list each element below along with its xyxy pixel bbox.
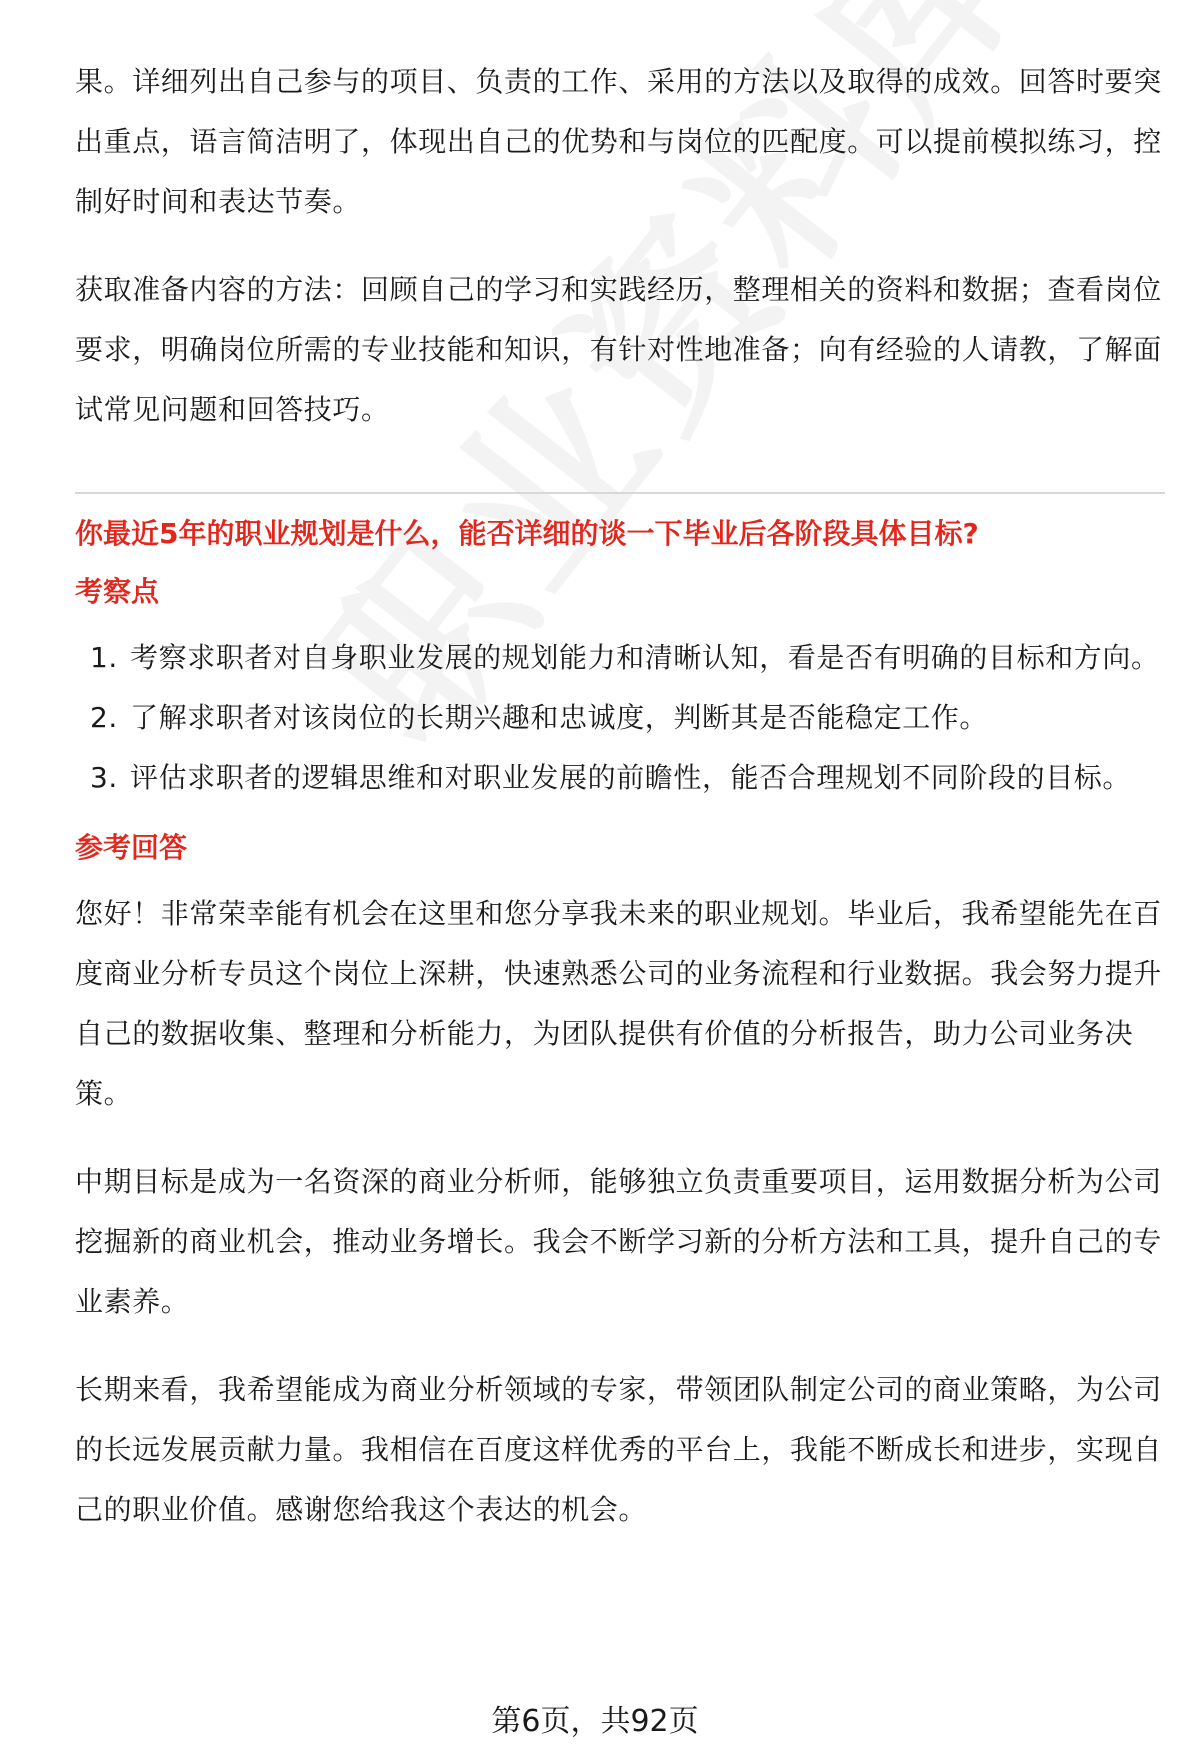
list-item-text: 评估求职者的逻辑思维和对职业发展的前瞻性，能否合理规划不同阶段的目标。 — [130, 761, 1132, 794]
question-title: 你最近5年的职业规划是什么，能否详细的谈一下毕业后各阶段具体目标? — [75, 517, 979, 550]
list-item — [75, 748, 1165, 808]
answer-paragraph-2: 中期目标是成为一名资深的商业分析师，能够独立负责重要项目，运用数据分析为公司挖掘新的商业机会，推动业务增长。我会不断学习新的分析方法和工具，提升自己的专业素养。 — [75, 1165, 1162, 1318]
list-item-number: 1. — [90, 641, 118, 674]
page-content — [75, 52, 1165, 1540]
list-item — [75, 688, 1165, 748]
page-number: 第6页，共92页 — [491, 1704, 699, 1739]
list-item-text: 考察求职者对自身职业发展的规划能力和清晰认知，看是否有明确的目标和方向。 — [130, 641, 1160, 674]
answer-paragraph-1: 您好！非常荣幸能有机会在这里和您分享我未来的职业规划。毕业后，我希望能先在百度商业分析专员这个岗位上深耕，快速熟悉公司的业务流程和行业数据。我会努力提升自己的数据收集、整理和分析能力，为团队提供有价值的分析报告，助力公司业务决策。 — [75, 897, 1162, 1110]
list-item — [75, 628, 1165, 688]
focus-points-list — [75, 628, 1165, 808]
list-item-number: 3. — [90, 761, 118, 794]
intro-paragraph-1: 果。详细列出自己参与的项目、负责的工作、采用的方法以及取得的成效。回答时要突出重点，语言简洁明了，体现出自己的优势和与岗位的匹配度。可以提前模拟练习，控制好时间和表达节奏。 — [75, 65, 1162, 218]
list-item-number: 2. — [90, 701, 118, 734]
list-item-text: 了解求职者对该岗位的长期兴趣和忠诚度，判断其是否能稳定工作。 — [130, 701, 989, 734]
answer-label: 参考回答 — [75, 831, 188, 864]
focus-label: 考察点 — [75, 575, 160, 608]
intro-paragraph-2: 获取准备内容的方法：回顾自己的学习和实践经历，整理相关的资料和数据；查看岗位要求，明确岗位所需的专业技能和知识，有针对性地准备；向有经验的人请教，了解面试常见问题和回答技巧。 — [75, 273, 1162, 426]
section-divider — [75, 492, 1165, 494]
answer-paragraph-3: 长期来看，我希望能成为商业分析领域的专家，带领团队制定公司的商业策略，为公司的长远发展贡献力量。我相信在百度这样优秀的平台上，我能不断成长和进步，实现自己的职业价值。感谢您给我这个表达的机会。 — [75, 1373, 1162, 1526]
